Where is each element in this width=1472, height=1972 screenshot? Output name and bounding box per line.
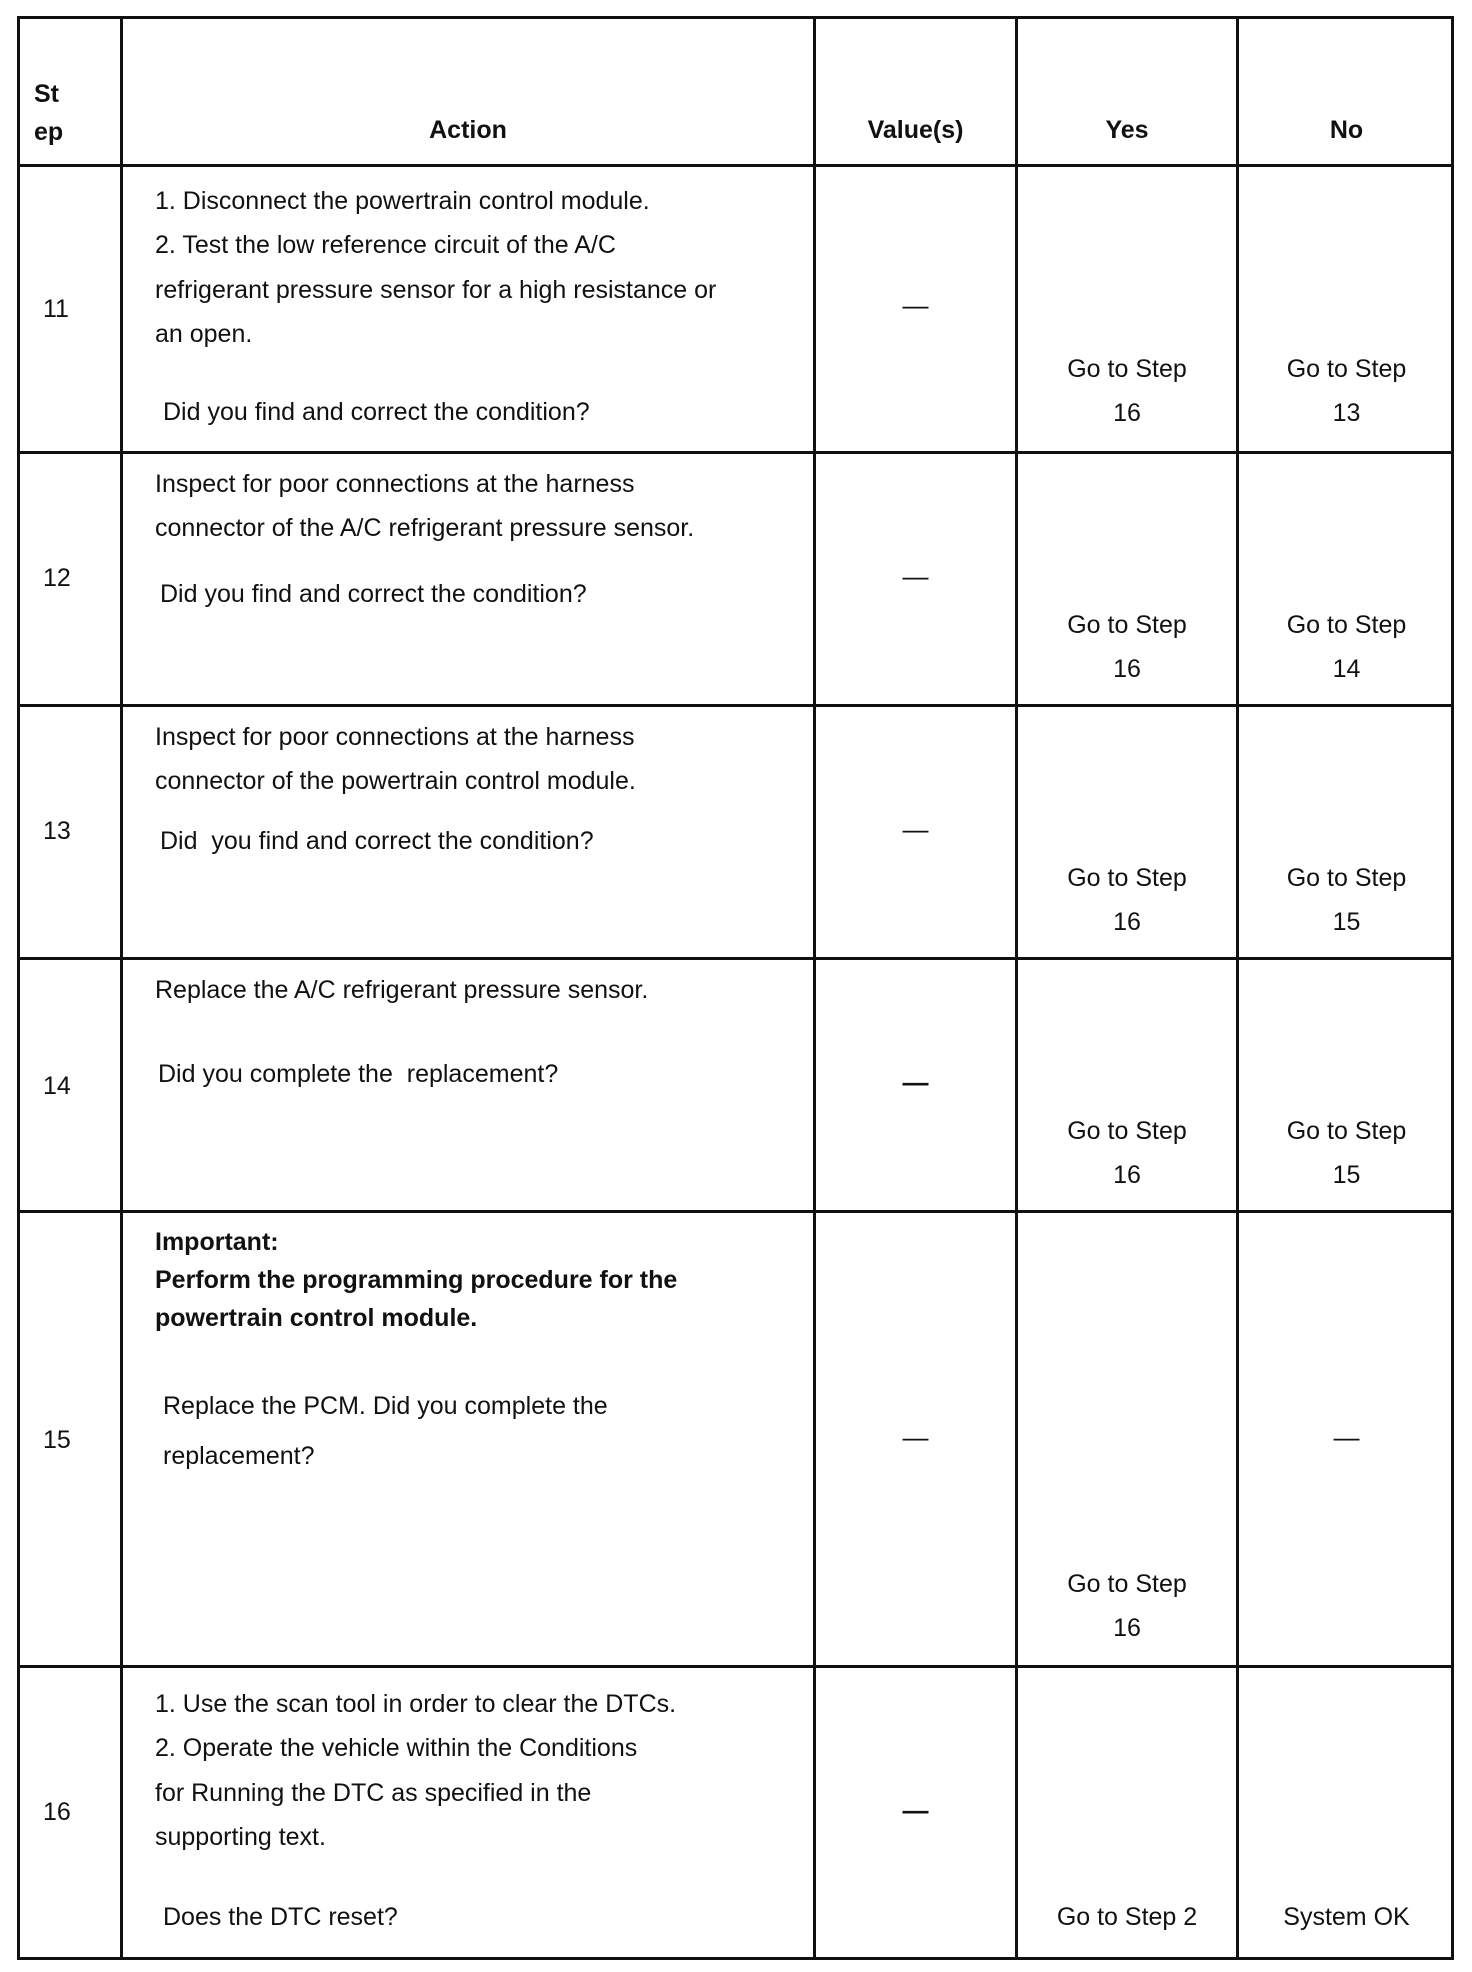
value-cell [816,167,1015,451]
diagnostic-table [17,16,1454,1960]
step-cell [17,707,120,957]
value-cell [816,960,1015,1210]
header-no: No [1329,116,1364,144]
yes-goto-line2: 16 [1113,655,1141,683]
step-number: 11 [43,295,69,323]
value-dash: — [902,290,929,320]
header-action-cell [123,19,813,164]
action-line: for Running the DTC as specified in the [155,1779,592,1807]
important-line: Perform the programming procedure for the [155,1266,678,1294]
value-cell [816,1668,1015,1957]
header-action: Action [429,116,507,144]
action-line: replacement? [163,1442,315,1470]
action-line: connector of the A/C refrigerant pressure sensor. [155,514,695,542]
column-divider [1015,16,1018,1960]
header-yes-cell [1018,19,1236,164]
step-number: 15 [43,1426,71,1454]
action-cell [123,1668,813,1957]
value-dash: — [902,814,929,844]
no-goto-line2: 15 [1332,1161,1361,1189]
action-line: supporting text. [155,1823,326,1851]
action-line: 1. Disconnect the powertrain control module. [155,187,650,215]
header-values: Value(s) [867,116,964,144]
no-result: System OK [1283,1903,1410,1931]
yes-goto-line1: Go to Step [1067,355,1187,383]
action-line: Replace the A/C refrigerant pressure sensor. [155,976,649,1004]
value-dash: — [902,1067,929,1097]
action-line: Inspect for poor connections at the harness [155,470,635,498]
no-goto-line1: Go to Step [1286,864,1407,892]
no-cell [1239,1668,1454,1957]
step-number: 12 [43,564,71,592]
step-cell [17,1668,120,1957]
yes-goto: Go to Step 2 [1056,1903,1198,1931]
action-line: 2. Test the low reference circuit of the A/C [155,231,616,259]
yes-cell [1018,1668,1236,1957]
column-divider [17,16,20,1960]
value-dash: — [902,561,929,591]
action-cell [123,707,813,957]
step-cell [17,454,120,704]
action-question: Did you find and correct the condition? [160,580,587,608]
no-cell [1239,960,1454,1210]
yes-goto-line2: 16 [1113,1161,1141,1189]
action-question: Does the DTC reset? [163,1903,398,1931]
no-cell [1239,454,1454,704]
step-number: 16 [43,1798,71,1826]
action-cell [123,167,813,451]
step-cell [17,167,120,451]
important-line: powertrain control module. [155,1304,478,1332]
action-cell [123,1213,813,1665]
value-dash: — [902,1795,929,1825]
yes-goto-line1: Go to Step [1067,1117,1187,1145]
value-cell [816,707,1015,957]
action-question: Did you complete the replacement? [158,1060,559,1088]
yes-cell [1018,1213,1236,1665]
step-cell [17,960,120,1210]
action-cell [123,960,813,1210]
action-question: Did you find and correct the condition? [163,398,590,426]
no-goto-line2: 14 [1332,655,1361,683]
header-step-cell [17,19,120,164]
action-line: an open. [155,320,253,348]
action-question: Did you find and correct the condition? [160,827,594,855]
value-dash: — [902,1422,929,1452]
yes-cell [1018,167,1236,451]
header-step-line2: ep [34,118,64,146]
important-label: Important: [155,1228,279,1256]
header-yes: Yes [1105,116,1149,144]
yes-goto-line1: Go to Step [1067,1570,1187,1598]
column-divider [813,16,816,1960]
no-goto-line1: Go to Step [1286,611,1407,639]
no-dash: — [1333,1422,1360,1452]
action-line: Inspect for poor connections at the harness [155,723,635,751]
action-cell [123,454,813,704]
column-divider [1451,16,1454,1960]
header-values-cell [816,19,1015,164]
step-number: 13 [43,817,71,845]
column-divider [120,16,123,1960]
step-number: 14 [43,1072,71,1100]
no-goto-line2: 15 [1332,908,1361,936]
yes-goto-line2: 16 [1113,399,1141,427]
action-line: Replace the PCM. Did you complete the [163,1392,608,1420]
yes-cell [1018,960,1236,1210]
no-cell [1239,1213,1454,1665]
value-cell [816,454,1015,704]
yes-cell [1018,454,1236,704]
action-line: connector of the powertrain control module. [155,767,636,795]
no-goto-line1: Go to Step [1286,355,1407,383]
yes-goto-line1: Go to Step [1067,611,1187,639]
action-line: 1. Use the scan tool in order to clear the DTCs. [155,1690,677,1718]
no-goto-line1: Go to Step [1286,1117,1407,1145]
no-goto-line2: 13 [1332,399,1361,427]
yes-goto-line1: Go to Step [1067,864,1187,892]
header-no-cell [1239,19,1454,164]
yes-goto-line2: 16 [1113,1614,1141,1642]
header-step-line1: St [34,80,59,108]
no-cell [1239,707,1454,957]
yes-cell [1018,707,1236,957]
action-line: refrigerant pressure sensor for a high resistance or [155,276,717,304]
column-divider [1236,16,1239,1960]
no-cell [1239,167,1454,451]
value-cell [816,1213,1015,1665]
action-line: 2. Operate the vehicle within the Conditions [155,1734,638,1762]
yes-goto-line2: 16 [1113,908,1141,936]
step-cell [17,1213,120,1665]
